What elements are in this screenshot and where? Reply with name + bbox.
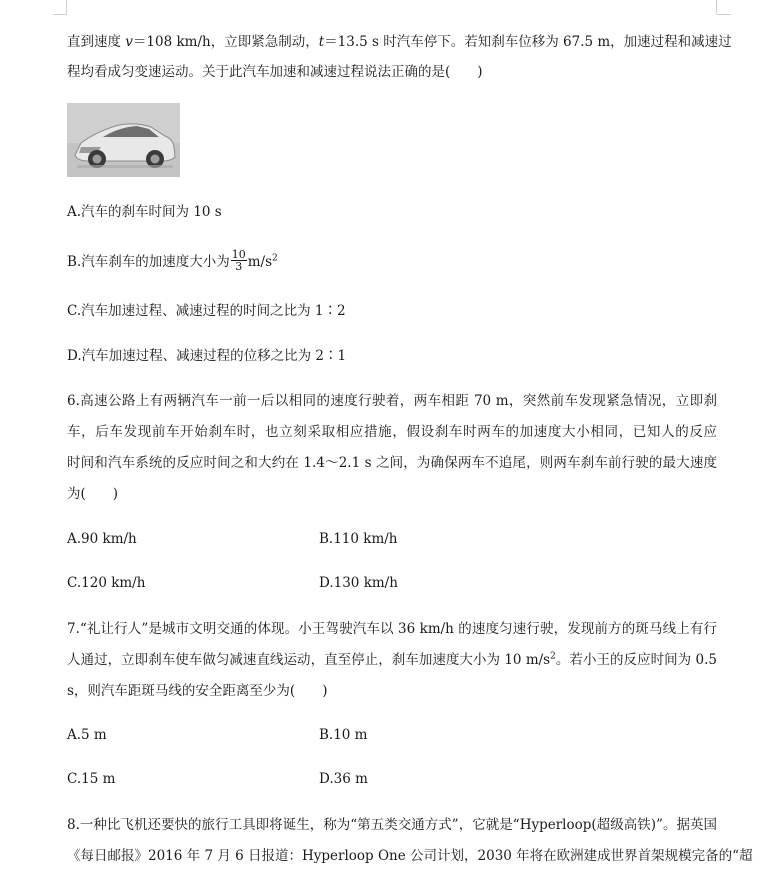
- page-corner-mark-left: [66, 0, 67, 14]
- q6-option-c: C.120 km/h: [67, 575, 146, 591]
- q5-option-d: D.汽车加速过程、减速过程的位移之比为 2∶1: [67, 348, 347, 364]
- q6-stem-line-4: 为( ): [67, 486, 119, 502]
- q5-option-b: B.汽车刹车的加速度大小为 $\frac{10}{3}$ $m/s^2$: [67, 248, 278, 273]
- q7-stem-line-1: 7.“礼让行人”是城市文明交通的体现。小王驾驶汽车以 36 km/h 的速度匀速行驶，发现前方的斑马线上有行: [67, 621, 717, 637]
- q7-option-b: B.10 m: [319, 727, 368, 743]
- q7-stem-line-3: s，则汽车距斑马线的安全距离至少为( ): [67, 683, 328, 699]
- q5-stem-line-2: 程均看成匀变速运动。关于此汽车加速和减速过程说法正确的是( ): [67, 64, 483, 80]
- fraction: $\frac{10}{3}$: [231, 248, 246, 273]
- suv-car-image: [67, 103, 180, 177]
- car-photo: [67, 103, 180, 177]
- q6-option-b: B.110 km/h: [319, 531, 398, 547]
- q5-stem-line-1: 直到速度 v＝108 km/h，立即紧急制动，t＝13.5 s 时汽车停下。若知刹车位移为 67.5 m，加速过程和减速过: [67, 34, 732, 50]
- q5-option-a: A.汽车的刹车时间为 10 s: [67, 204, 222, 220]
- q7-stem-line-2: 人通过，立即刹车使车做匀减速直线运动，直至停止，刹车加速度大小为 10 $m/s^2$。若小王的反应时间为 0.5: [67, 651, 717, 668]
- q8-stem-line-1: 8.一种比飞机还要快的旅行工具即将诞生，称为“第五类交通方式”，它就是“Hyperloop(超级高铁)”。据英国: [67, 817, 717, 833]
- q7-option-d: D.36 m: [319, 771, 368, 787]
- page-corner-mark-right: [716, 0, 717, 14]
- q8-stem-line-2: 《每日邮报》2016 年 7 月 6 日报道：Hyperloop One 公司计划，2030 年将在欧洲建成世界首架规模完备的“超: [67, 848, 753, 864]
- q7-option-a: A.5 m: [67, 727, 107, 743]
- q6-stem-line-2: 车，后车发现前车开始刹车时，也立刻采取相应措施，假设刹车时两车的加速度大小相同，已知人的反应: [67, 424, 717, 440]
- q6-stem-line-1: 6.高速公路上有两辆汽车一前一后以相同的速度行驶着，两车相距 70 m，突然前车发现紧急情况，立即刹: [67, 393, 717, 409]
- q5-option-c: C.汽车加速过程、减速过程的时间之比为 1∶2: [67, 303, 346, 319]
- q7-option-c: C.15 m: [67, 771, 116, 787]
- q6-option-d: D.130 km/h: [319, 575, 398, 591]
- q6-stem-line-3: 时间和汽车系统的反应时间之和大约在 1.4～2.1 s 之间，为确保两车不追尾，则两车刹车前行驶的最大速度: [67, 455, 717, 471]
- q6-option-a: A.90 km/h: [67, 531, 137, 547]
